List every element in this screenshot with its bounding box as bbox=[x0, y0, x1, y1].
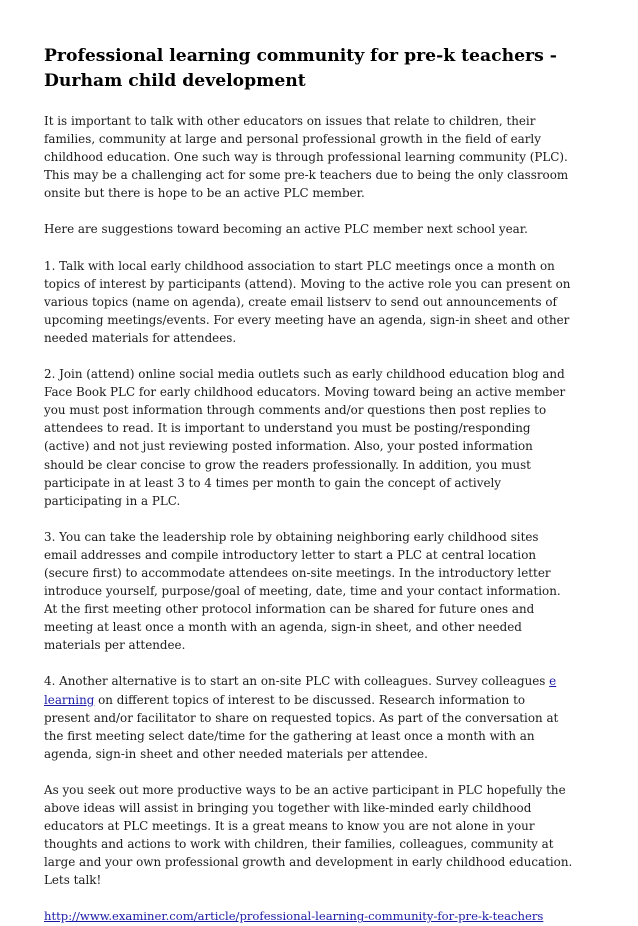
suggestion-2-paragraph: 2. Join (attend) online social media outlets such as early childhood education blog and Face Book PLC for early childhood educators. Moving toward being an active member you must post information through comments and/or questions then post replies to attendees to read. It is important to understand you must be posting/responding (active) and not just reviewing posted information. Also, your posted information should be clear concise to grow the readers professionally. In addition, you must participate in at least 3 to 4 times per month to gain the concept of actively participating in a PLC. bbox=[44, 367, 566, 508]
suggestion-4-text-before-link: 4. Another alternative is to start an on-site PLC with colleagues. Survey colleagues bbox=[44, 674, 550, 689]
e-learning-link[interactable]: e learning bbox=[44, 674, 557, 707]
document-title: Professional learning community for pre-k teachers - Durham child development bbox=[44, 46, 557, 91]
suggestion-4-text-after-link: on different topics of interest to be discussed. Research information to present and/or facilitator to share on requested topics. As part of the conversation at the first meeting select date/time for the gathering at least once a month with an agenda, sign-in sheet and other needed materials per attendee. bbox=[44, 692, 559, 761]
document-page bbox=[44, 44, 574, 926]
suggestion-1-paragraph: 1. Talk with local early childhood association to start PLC meetings once a month on topics of interest by participants (attend). Moving to the active role you can present on various topics (name on agenda), create email listserv to send out announcements of upcoming meetings/events. For every meeting have an agenda, sign-in sheet and other needed materials for attendees. bbox=[44, 258, 571, 345]
closing-paragraph: As you seek out more productive ways to be an active participant in PLC hopefully the above ideas will assist in bringing you together with like-minded early childhood educators at PLC meetings. It is a great means to know you are not alone in your thoughts and actions to work with children, their families, colleagues, community at large and your own professional growth and development in early childhood education. Lets talk! bbox=[44, 782, 573, 888]
suggestion-4-paragraph bbox=[44, 672, 574, 762]
intro-paragraph: It is important to talk with other educators on issues that relate to children, their families, community at large and personal professional growth in the field of early childhood education. One such way is through professional learning community (PLC). This may be a challenging act for some pre-k teachers due to being the only classroom onsite but there is hope to be an active PLC member. bbox=[44, 114, 569, 201]
suggestions-intro-paragraph: Here are suggestions toward becoming an active PLC member next school year. bbox=[44, 222, 528, 237]
source-paragraph bbox=[44, 907, 574, 925]
source-url-link[interactable]: http://www.examiner.com/article/professional-learning-community-for-pre-k-teachers bbox=[44, 909, 544, 924]
suggestion-3-paragraph: 3. You can take the leadership role by obtaining neighboring early childhood sites email addresses and compile introductory letter to start a PLC at central location (secure first) to accommodate attendees on-site meetings. In the introductory letter introduce yourself, purpose/goal of meeting, date, time and your contact information. At the first meeting other protocol information can be shared for future ones and meeting at least once a month with an agenda, sign-in sheet, and other needed materials per attendee. bbox=[44, 529, 561, 653]
